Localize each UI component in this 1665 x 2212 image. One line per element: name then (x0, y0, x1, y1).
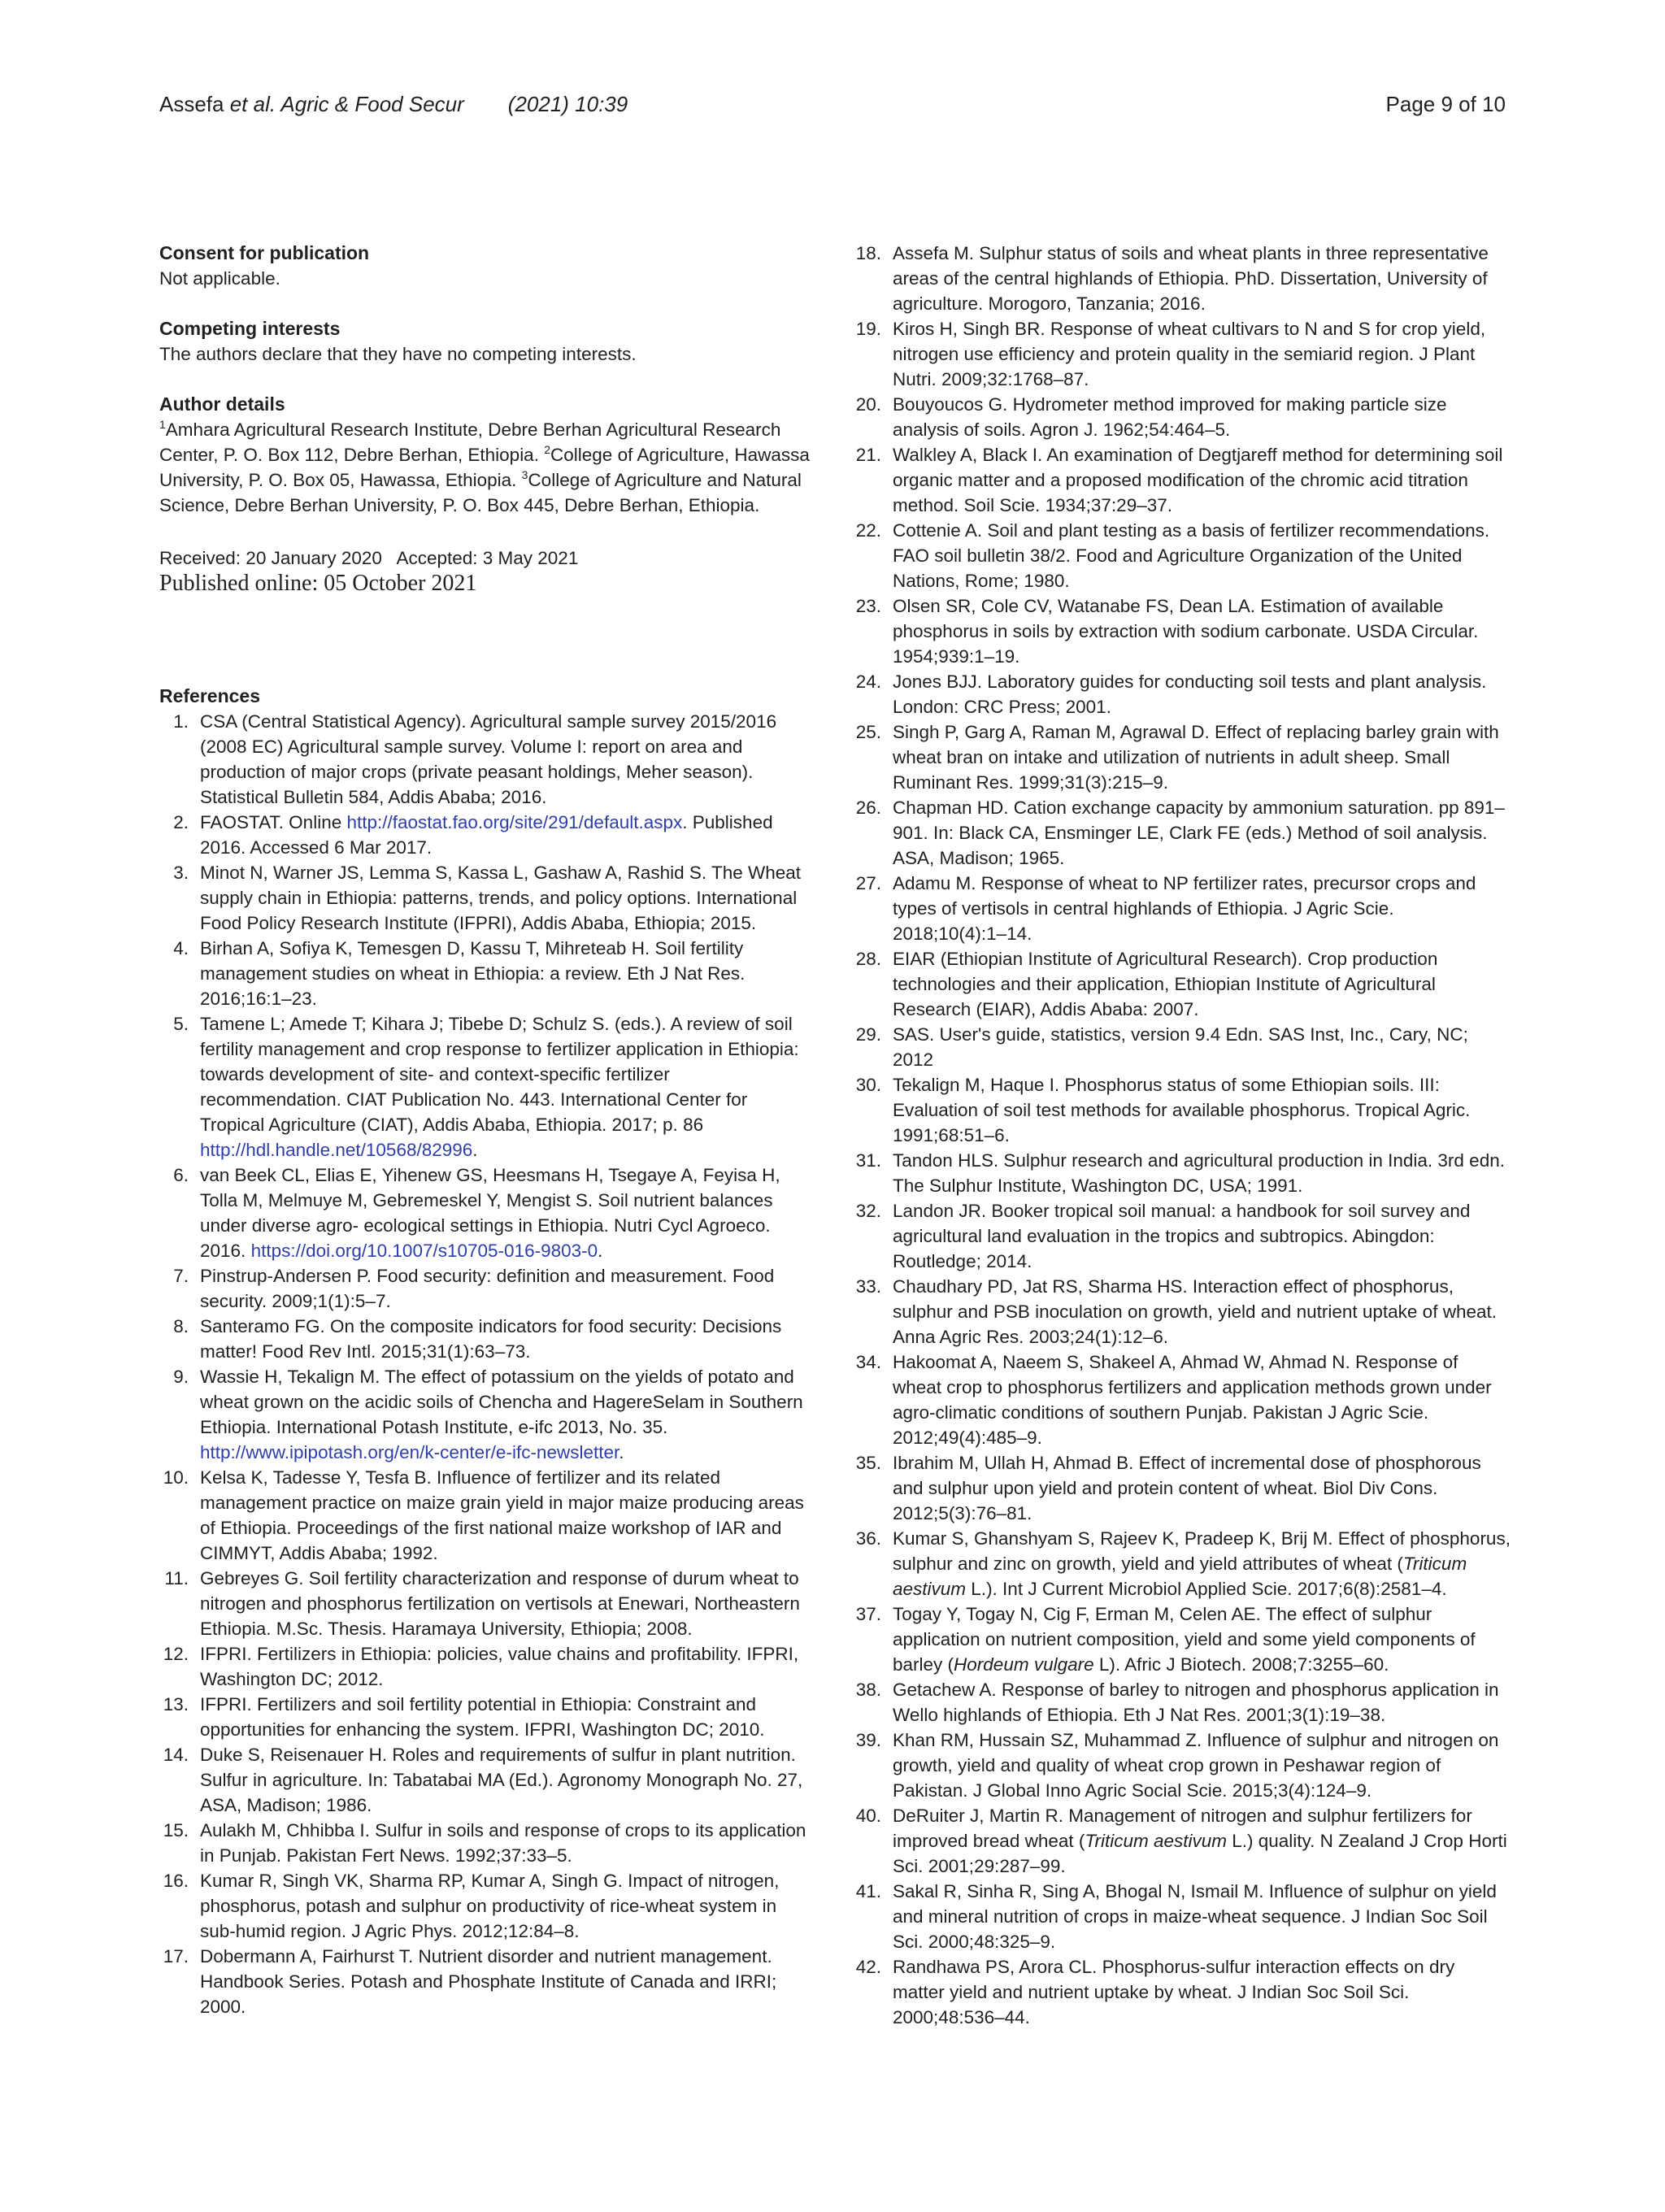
reference-text (893, 1274, 1511, 1349)
reference-citation: Cottenie A. Soil and plant testing as a basis of fertilizer recommendations. FAO soil bulletin 38/2. Food and Agriculture Organization of the United Nations, Rome; 1980. (893, 520, 1490, 591)
reference-number: 35. (855, 1453, 881, 1473)
reference-citation: Wassie H, Tekalign M. The effect of potassium on the yields of potato and wheat grown on the acidic soils of Chencha and HagereSelam in Southern Ethiopia. International Potash Institute, e-ifc 2013, No. 35. (200, 1367, 803, 1437)
reference-number: 11. (164, 1568, 189, 1588)
reference-number: 31. (855, 1150, 881, 1171)
reference-list-right (852, 241, 1511, 2030)
reference-citation: Kiros H, Singh BR. Response of wheat cultivars to N and S for crop yield, nitrogen use efficiency and protein quality in the semiarid region. J Plant Nutri. 2009;32:1768–87. (893, 319, 1486, 389)
reference-link[interactable]: http://www.ipipotash.org/en/k-center/e-ifc-newsletter (200, 1442, 619, 1462)
reference-item (159, 1011, 810, 1162)
reference-citation: IFPRI. Fertilizers in Ethiopia: policies, value chains and profitability. IFPRI, Washington DC; 2012. (200, 1644, 799, 1689)
reference-citation-tail: L). Afric J Biotech. 2008;7:3255–60. (1093, 1654, 1389, 1675)
reference-citation: Tandon HLS. Sulphur research and agricultural production in India. 3rd edn. The Sulphur Institute, Washington DC, USA; 1991. (893, 1150, 1505, 1196)
reference-text (200, 709, 810, 810)
reference-text (893, 392, 1511, 442)
reference-text (893, 795, 1511, 871)
reference-number: 17. (163, 1946, 189, 1966)
reference-text (893, 669, 1511, 719)
reference-text (200, 1818, 810, 1868)
reference-item (159, 860, 810, 936)
reference-text (893, 241, 1511, 316)
reference-number: 5. (173, 1014, 189, 1034)
reference-citation: Dobermann A, Fairhurst T. Nutrient disorder and nutrient management. Handbook Series. Potash and Phosphate Institute of Canada and IRRI; 2000. (200, 1946, 777, 2017)
reference-text (893, 1954, 1511, 2030)
reference-item (852, 1526, 1511, 1601)
reference-citation: Adamu M. Response of wheat to NP fertilizer rates, precursor crops and types of vertisols in central highlands of Ethiopia. J Agric Scie. 2018;10(4):1–14. (893, 873, 1476, 944)
reference-citation: Randhawa PS, Arora CL. Phosphorus-sulfur interaction effects on dry matter yield and nutrient uptake by wheat. J Indian Soc Soil Sci. 2000;48:536–44. (893, 1957, 1455, 2027)
reference-citation: Pinstrup-Andersen P. Food security: definition and measurement. Food security. 2009;1(1):5–7. (200, 1266, 775, 1311)
reference-citation-tail: . Published 2016. Accessed 6 Mar 2017. (200, 812, 773, 858)
reference-text (893, 946, 1511, 1022)
reference-item (159, 1263, 810, 1314)
reference-text (200, 1566, 810, 1641)
reference-citation: SAS. User's guide, statistics, version 9.4 Edn. SAS Inst, Inc., Cary, NC; 2012 (893, 1024, 1468, 1070)
reference-citation: Tamene L; Amede T; Kihara J; Tibebe D; Schulz S. (eds.). A review of soil fertility management and crop response to fertilizer application in Ethiopia: towards development of site- and context-specific fertilizer recommendation. CIAT Publication No. 443. International Center for Tropical Agriculture (CIAT), Addis Ababa, Ethiopia. 2017; p. 86 (200, 1014, 799, 1135)
reference-number: 16. (163, 1871, 189, 1891)
reference-item (852, 669, 1511, 719)
reference-citation: Tekalign M, Haque I. Phosphorus status of some Ethiopian soils. III: Evaluation of soil test methods for available phosphorus. Tropical Agric. 1991;68:51–6. (893, 1075, 1471, 1145)
reference-number: 24. (855, 671, 881, 692)
reference-item (159, 1364, 810, 1465)
reference-text (200, 1263, 810, 1314)
reference-number: 12. (163, 1644, 189, 1664)
reference-item (852, 1148, 1511, 1198)
reference-citation: Ibrahim M, Ullah H, Ahmad B. Effect of incremental dose of phosphorous and sulphur upon yield and protein content of wheat. Biol Div Cons. 2012;5(3):76–81. (893, 1453, 1481, 1523)
reference-citation: Hakoomat A, Naeem S, Shakeel A, Ahmad W, Ahmad N. Response of wheat crop to phosphorus fertilizers and application methods grown under agro-climatic conditions of southern Punjab. Pakistan J Agric Scie. 2012;49(4):485–9. (893, 1352, 1492, 1448)
reference-number: 18. (855, 243, 881, 263)
reference-text (200, 1641, 810, 1692)
reference-number: 8. (173, 1316, 189, 1336)
reference-text (893, 871, 1511, 946)
reference-text (893, 316, 1511, 392)
reference-citation: Landon JR. Booker tropical soil manual: a handbook for soil survey and agricultural land evaluation in the tropics and subtropics. Abingdon: Routledge; 2014. (893, 1201, 1471, 1271)
reference-citation: Chaudhary PD, Jat RS, Sharma HS. Interaction effect of phosphorus, sulphur and PSB inoculation on growth, yield and nutrient uptake of wheat. Anna Agric Res. 2003;24(1):12–6. (893, 1276, 1497, 1347)
reference-text (893, 1450, 1511, 1526)
reference-item (852, 316, 1511, 392)
published-date: Published online: 05 October 2021 (159, 571, 477, 596)
reference-text (893, 1803, 1511, 1879)
reference-item (852, 1022, 1511, 1072)
reference-item (852, 1677, 1511, 1727)
reference-list-left (159, 709, 810, 2019)
journal-citation (159, 88, 628, 120)
reference-item (159, 1692, 810, 1742)
reference-citation: Jones BJJ. Laboratory guides for conducting soil tests and plant analysis. London: CRC Press; 2001. (893, 671, 1487, 717)
reference-number: 38. (855, 1680, 881, 1700)
reference-item (159, 1465, 810, 1566)
reference-text (893, 1349, 1511, 1450)
reference-number: 19. (855, 319, 881, 339)
header-journal: et al. Agric & Food Secur (224, 92, 464, 116)
species-name: Triticum aestivum (893, 1554, 1467, 1599)
reference-number: 23. (855, 596, 881, 616)
reference-number: 37. (855, 1604, 881, 1624)
reference-number: 7. (173, 1266, 189, 1286)
reference-text (200, 1011, 810, 1162)
reference-link[interactable]: http://hdl.handle.net/10568/82996 (200, 1140, 473, 1160)
reference-item (159, 1162, 810, 1263)
reference-citation-tail: . (598, 1241, 603, 1261)
reference-number: 4. (173, 938, 189, 958)
reference-number: 25. (855, 722, 881, 742)
reference-number: 39. (855, 1730, 881, 1750)
right-column (852, 241, 1511, 2030)
affiliation-1: Amhara Agricultural Research Institute, Debre Berhan Agricultural Research Center, P. O. Box 112, Debre Berhan, Ethiopia. (159, 419, 781, 465)
reference-number: 13. (163, 1694, 189, 1714)
reference-citation: Kumar S, Ghanshyam S, Rajeev K, Pradeep K, Brij M. Effect of phosphorus, sulphur and zinc on growth, yield and yield attributes of wheat ( (893, 1528, 1511, 1574)
reference-text (200, 1465, 810, 1566)
reference-item (159, 1868, 810, 1944)
author-affiliations (159, 417, 810, 518)
reference-item (159, 1314, 810, 1364)
reference-number: 26. (855, 797, 881, 818)
species-name: Triticum aestivum (1085, 1831, 1227, 1851)
reference-citation-tail: L.). Int J Current Microbiol Applied Scie. 2017;6(8):2581–4. (966, 1579, 1447, 1599)
reference-citation: IFPRI. Fertilizers and soil fertility potential in Ethiopia: Constraint and opportunities for enhancing the system. IFPRI, Washington DC; 2010. (200, 1694, 765, 1740)
received-accepted-dates: Received: 20 January 2020 Accepted: 3 May 2021 (159, 548, 579, 568)
reference-number: 1. (173, 711, 189, 732)
reference-text (893, 1148, 1511, 1198)
reference-number: 42. (855, 1957, 881, 1977)
reference-item (852, 1601, 1511, 1677)
competing-interests-text: The authors declare that they have no competing interests. (159, 344, 637, 364)
reference-number: 3. (173, 863, 189, 883)
consent-text: Not applicable. (159, 268, 280, 289)
reference-item (852, 871, 1511, 946)
reference-number: 9. (173, 1367, 189, 1387)
author-details-heading: Author details (159, 393, 285, 415)
reference-number: 15. (163, 1820, 189, 1840)
reference-text (893, 1879, 1511, 1954)
reference-citation-tail: . (619, 1442, 624, 1462)
reference-item (852, 1879, 1511, 1954)
reference-number: 32. (855, 1201, 881, 1221)
reference-number: 28. (855, 949, 881, 969)
species-name: Hordeum vulgare (954, 1654, 1094, 1675)
left-column (159, 241, 810, 2019)
reference-number: 27. (855, 873, 881, 893)
affil-marker-2: 2 (544, 443, 551, 456)
reference-item (159, 936, 810, 1011)
reference-text (200, 1692, 810, 1742)
reference-text (200, 936, 810, 1011)
reference-item (159, 709, 810, 810)
reference-number: 10. (163, 1467, 189, 1488)
reference-item (159, 810, 810, 860)
reference-item (852, 1727, 1511, 1803)
reference-text (893, 593, 1511, 669)
reference-item (852, 1450, 1511, 1526)
consent-heading: Consent for publication (159, 242, 370, 263)
reference-number: 34. (855, 1352, 881, 1372)
reference-text (200, 1364, 810, 1465)
reference-item (852, 241, 1511, 316)
reference-link[interactable]: https://doi.org/10.1007/s10705-016-9803-0 (250, 1241, 598, 1261)
reference-text (893, 1198, 1511, 1274)
reference-item (852, 1803, 1511, 1879)
reference-citation: Aulakh M, Chhibba I. Sulfur in soils and response of crops to its application in Punjab. Pakistan Fert News. 1992;37:33–5. (200, 1820, 806, 1866)
reference-item (159, 1566, 810, 1641)
reference-citation: Khan RM, Hussain SZ, Muhammad Z. Influence of sulphur and nitrogen on growth, yield and quality of wheat crop grown in Peshawar region of Pakistan. J Global Inno Agric Social Scie. 2015;3(4):124–9. (893, 1730, 1499, 1801)
reference-item (852, 442, 1511, 518)
reference-text (200, 1314, 810, 1364)
affil-marker-3: 3 (521, 468, 528, 481)
reference-citation: Togay Y, Togay N, Cig F, Erman M, Celen AE. The effect of sulphur application on nutrient composition, yield and some yield components of barley ( (893, 1604, 1476, 1675)
reference-number: 40. (855, 1806, 881, 1826)
reference-item (159, 1944, 810, 2019)
reference-text (893, 1727, 1511, 1803)
reference-citation: Walkley A, Black I. An examination of Degtjareff method for determining soil organic matter and a proposed modification of the chromic acid titration method. Soil Scie. 1934;37:29–37. (893, 445, 1503, 515)
reference-number: 36. (855, 1528, 881, 1549)
reference-citation-tail: L.) quality. N Zealand J Crop Horti Sci. 2001;29:287–99. (893, 1831, 1507, 1876)
reference-citation: Kelsa K, Tadesse Y, Tesfa B. Influence of fertilizer and its related management practice on maize grain yield in major maize producing areas of Ethiopia. Proceedings of the first national maize workshop of IAR and CIMMYT, Addis Ababa; 1992. (200, 1467, 804, 1563)
reference-item (159, 1641, 810, 1692)
reference-number: 29. (855, 1024, 881, 1045)
reference-item (852, 1072, 1511, 1148)
reference-citation: Singh P, Garg A, Raman M, Agrawal D. Effect of replacing barley grain with wheat bran on intake and utilization of nutrients in adult sheep. Small Ruminant Res. 1999;31(3):215–9. (893, 722, 1499, 793)
reference-item (852, 392, 1511, 442)
reference-item (852, 719, 1511, 795)
reference-citation: Assefa M. Sulphur status of soils and wheat plants in three representative areas of the central highlands of Ethiopia. PhD. Dissertation, University of agriculture. Morogoro, Tanzania; 2016. (893, 243, 1489, 314)
header-year-volume: (2021) 10:39 (507, 92, 628, 116)
reference-citation: van Beek CL, Elias E, Yihenew GS, Heesmans H, Tsegaye A, Feyisa H, Tolla M, Melmuye M, Gebremeskel Y, Mengist S. Soil nutrient balances under diverse agro- ecological settings in Ethiopia. Nutri Cycl Agroeco. 2016. (200, 1165, 780, 1261)
reference-text (893, 1022, 1511, 1072)
reference-text (200, 810, 810, 860)
reference-text (893, 1526, 1511, 1601)
reference-number: 22. (855, 520, 881, 541)
reference-item (852, 1349, 1511, 1450)
reference-text (893, 442, 1511, 518)
reference-number: 14. (163, 1745, 189, 1765)
reference-text (200, 860, 810, 936)
reference-text (893, 1677, 1511, 1727)
reference-text (893, 1601, 1511, 1677)
reference-text (200, 1944, 810, 2019)
reference-citation: Getachew A. Response of barley to nitrogen and phosphorus application in Wello highlands of Ethiopia. Eth J Nat Res. 2001;3(1):19–38. (893, 1680, 1499, 1725)
reference-text (893, 719, 1511, 795)
reference-citation: Kumar R, Singh VK, Sharma RP, Kumar A, Singh G. Impact of nitrogen, phosphorus, potash and sulphur on productivity of rice-wheat system in sub-humid region. J Agric Phys. 2012;12:84–8. (200, 1871, 780, 1941)
reference-number: 41. (855, 1881, 881, 1901)
reference-item (852, 1198, 1511, 1274)
reference-text (200, 1162, 810, 1263)
reference-item (159, 1818, 810, 1868)
reference-text (200, 1868, 810, 1944)
reference-text (200, 1742, 810, 1818)
reference-citation: Olsen SR, Cole CV, Watanabe FS, Dean LA. Estimation of available phosphorus in soils by extraction with sodium carbonate. USDA Circular. 1954;939:1–19. (893, 596, 1479, 667)
reference-citation: Chapman HD. Cation exchange capacity by ammonium saturation. pp 891–901. In: Black CA, Ensminger LE, Clark FE (eds.) Method of soil analysis. ASA, Madison; 1965. (893, 797, 1505, 868)
reference-text (893, 518, 1511, 593)
reference-citation: Bouyoucos G. Hydrometer method improved for making particle size analysis of soils. Agron J. 1962;54:464–5. (893, 394, 1447, 440)
reference-citation: DeRuiter J, Martin R. Management of nitrogen and sulphur fertilizers for improved bread wheat ( (893, 1806, 1472, 1851)
reference-number: 20. (855, 394, 881, 415)
reference-item (852, 795, 1511, 871)
competing-interests-heading: Competing interests (159, 318, 341, 339)
page-number: Page 9 of 10 (1385, 92, 1506, 116)
reference-number: 30. (855, 1075, 881, 1095)
reference-item (159, 1742, 810, 1818)
reference-link[interactable]: http://faostat.fao.org/site/291/default.aspx (346, 812, 683, 832)
reference-item (852, 1274, 1511, 1349)
reference-citation-tail: . (472, 1140, 478, 1160)
reference-item (852, 946, 1511, 1022)
reference-number: 33. (855, 1276, 881, 1297)
reference-citation: Duke S, Reisenauer H. Roles and requirements of sulfur in plant nutrition. Sulfur in agriculture. In: Tabatabai MA (Ed.). Agronomy Monograph No. 27, ASA, Madison; 1986. (200, 1745, 803, 1815)
reference-citation: EIAR (Ethiopian Institute of Agricultural Research). Crop production technologies and their application, Ethiopian Institute of Agricultural Research (EIAR), Addis Ababa: 2007. (893, 949, 1438, 1019)
reference-citation: Sakal R, Sinha R, Sing A, Bhogal N, Ismail M. Influence of sulphur on yield and mineral nutrition of crops in maize-wheat sequence. J Indian Soc Soil Sci. 2000;48:325–9. (893, 1881, 1497, 1952)
reference-citation: Minot N, Warner JS, Lemma S, Kassa L, Gashaw A, Rashid S. The Wheat supply chain in Ethiopia: patterns, trends, and policy options. International Food Policy Research Institute (IFPRI), Addis Ababa, Ethiopia; 2015. (200, 863, 802, 933)
reference-number: 21. (855, 445, 881, 465)
references-heading: References (159, 685, 261, 706)
running-header (159, 88, 1506, 120)
reference-item (852, 518, 1511, 593)
reference-citation: Santeramo FG. On the composite indicators for food security: Decisions matter! Food Rev Intl. 2015;31(1):63–73. (200, 1316, 782, 1362)
reference-citation: Gebreyes G. Soil fertility characterization and response of durum wheat to nitrogen and phosphorus fertilization on vertisols at Enewari, Northeastern Ethiopia. M.Sc. Thesis. Haramaya University, Ethiopia; 2008. (200, 1568, 800, 1639)
affiliation-3: College of Agriculture and Natural Science, Debre Berhan University, P. O. Box 445, Debre Berhan, Ethiopia. (159, 470, 802, 515)
affiliation-2: College of Agriculture, Hawassa University, P. O. Box 05, Hawassa, Ethiopia. (159, 445, 810, 490)
header-author: Assefa (159, 92, 224, 116)
reference-citation: CSA (Central Statistical Agency). Agricultural sample survey 2015/2016 (2008 EC) Agricultural sample survey. Volume I: report on area and production of major crops (private peasant holdings, Meher season). Statistical Bulletin 584, Addis Ababa; 2016. (200, 711, 777, 807)
reference-item (852, 593, 1511, 669)
reference-number: 2. (173, 812, 189, 832)
affil-marker-1: 1 (159, 418, 166, 431)
reference-number: 6. (173, 1165, 189, 1185)
reference-citation: Birhan A, Sofiya K, Temesgen D, Kassu T, Mihreteab H. Soil fertility management studies on wheat in Ethiopia: a review. Eth J Nat Res. 2016;16:1–23. (200, 938, 746, 1009)
reference-text (893, 1072, 1511, 1148)
reference-citation: FAOSTAT. Online (200, 812, 347, 832)
reference-item (852, 1954, 1511, 2030)
